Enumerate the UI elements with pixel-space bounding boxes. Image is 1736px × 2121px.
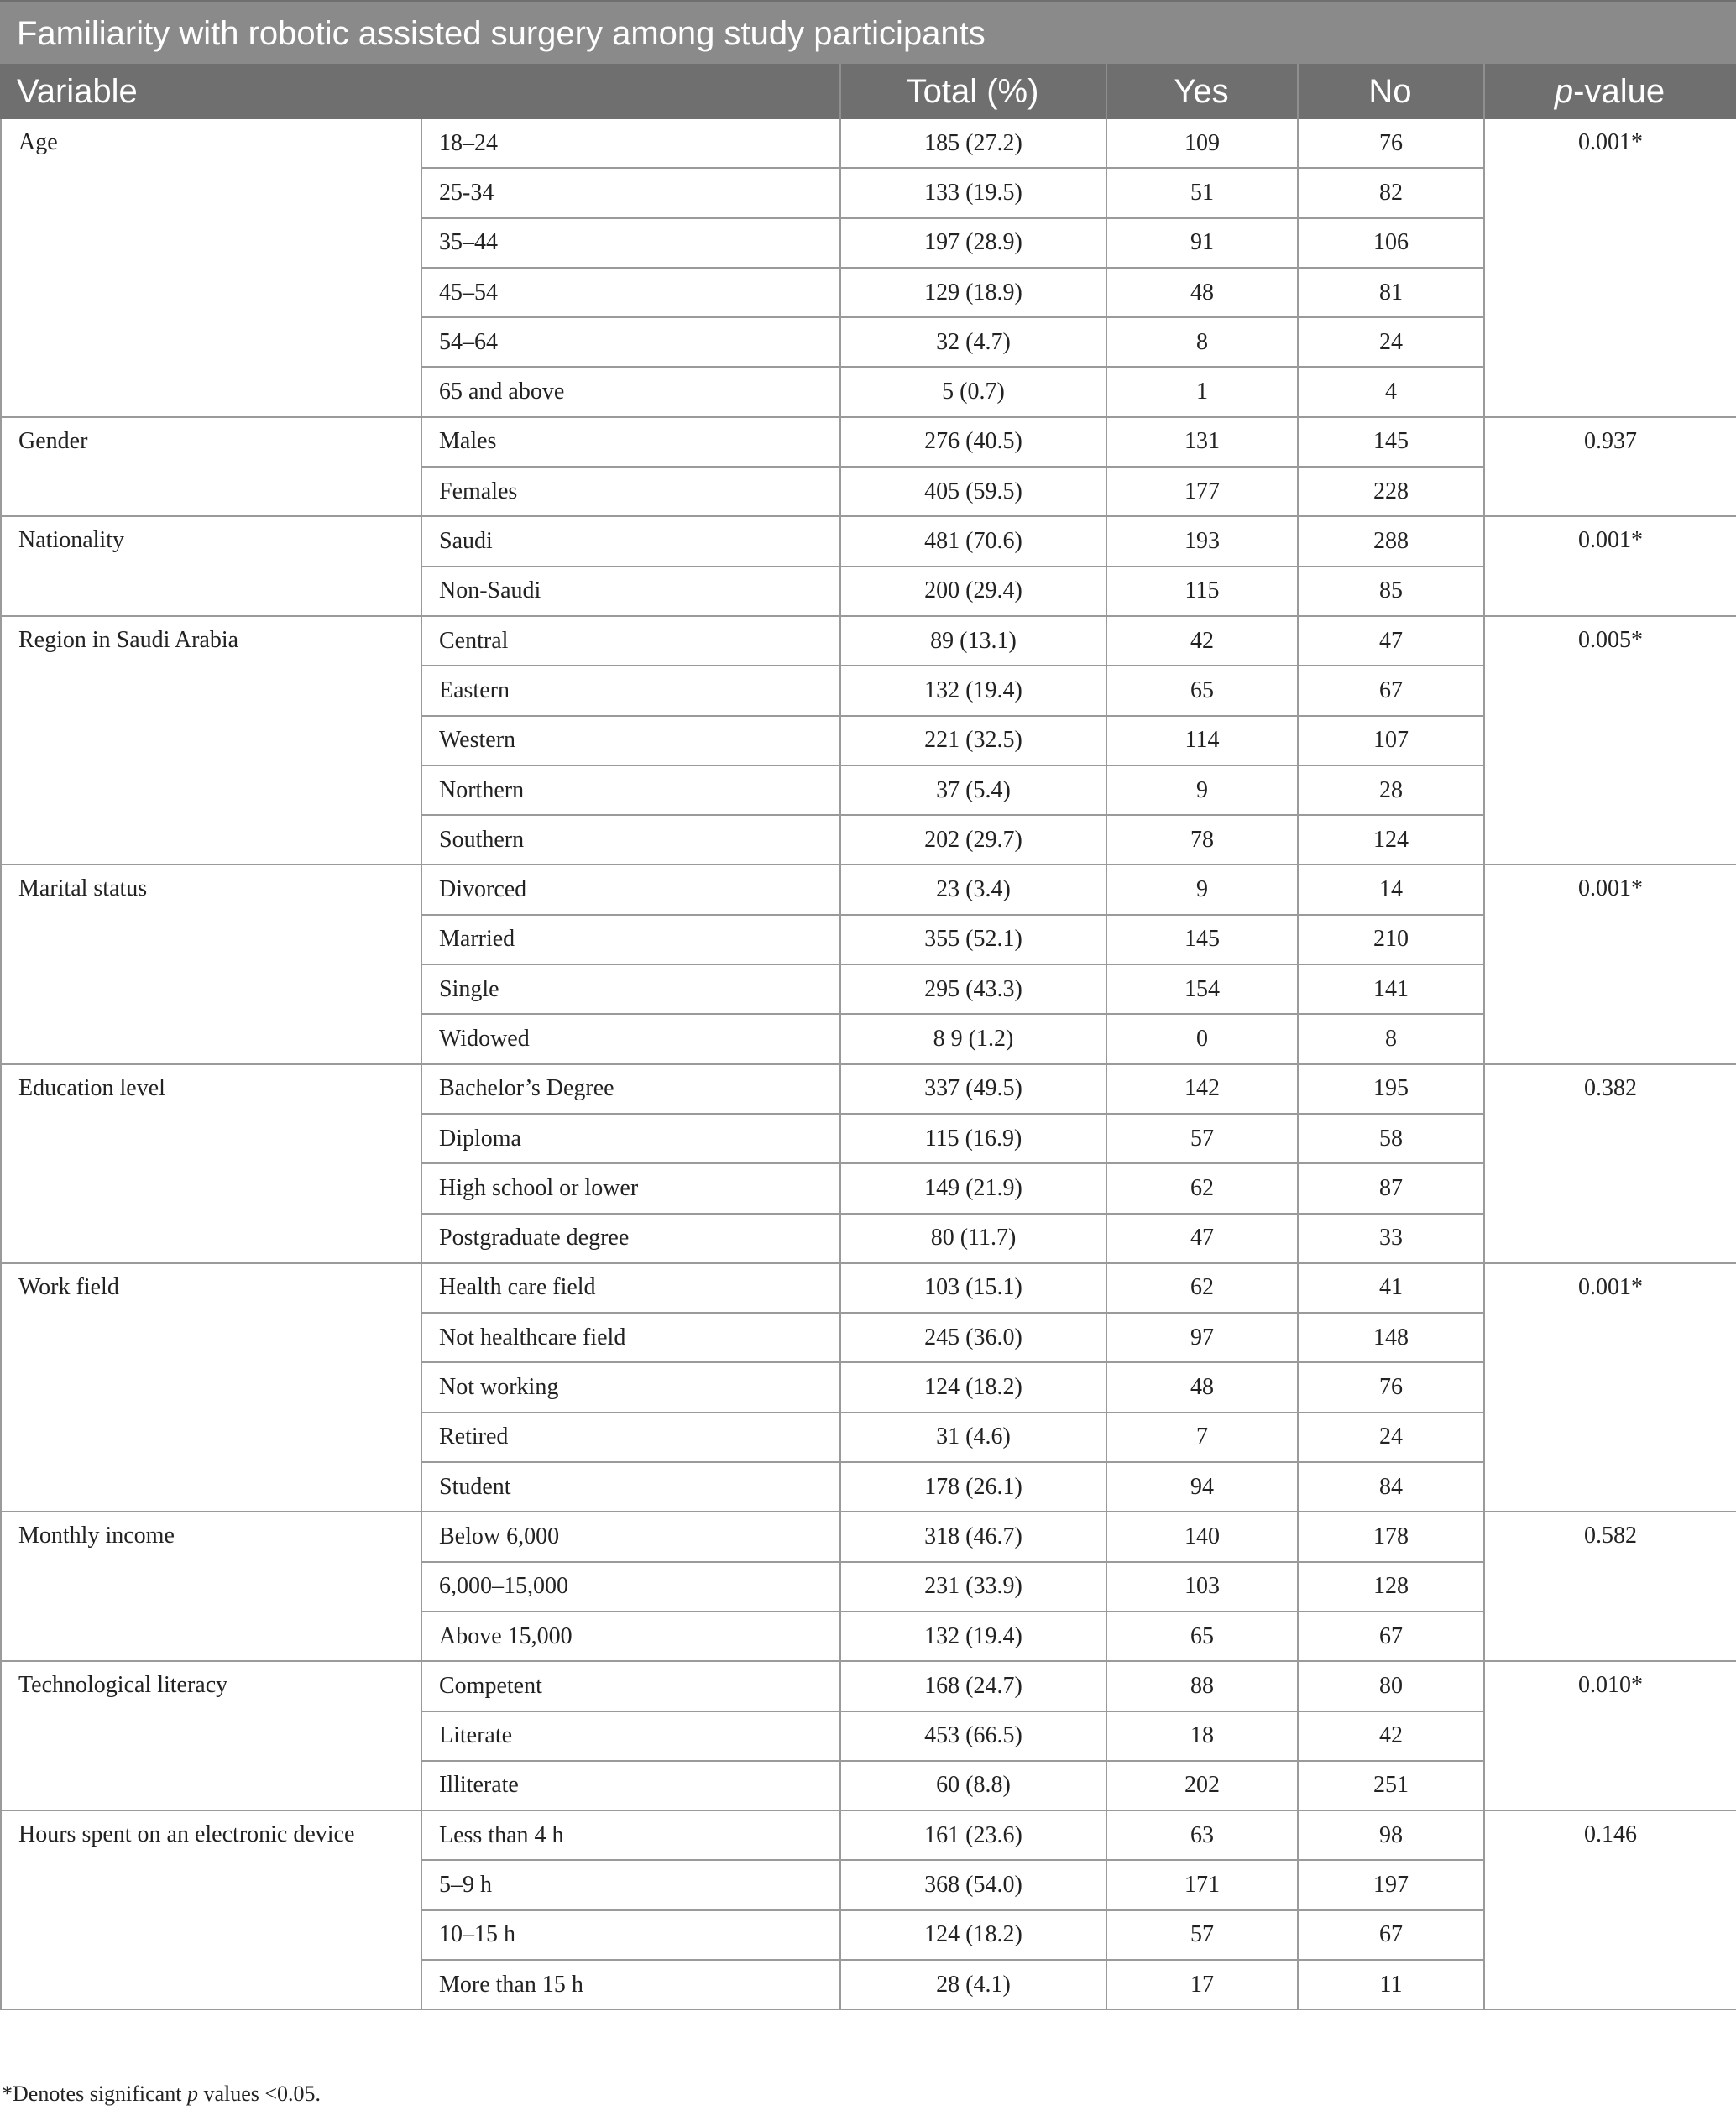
no-cell: 87 [1298,1163,1484,1213]
category-cell: High school or lower [421,1163,840,1213]
no-cell: 106 [1298,218,1484,268]
yes-cell: 9 [1106,865,1298,914]
no-cell: 145 [1298,417,1484,467]
no-cell: 33 [1298,1214,1484,1263]
category-cell: Central [421,616,840,666]
p-value-cell: 0.001* [1484,1263,1736,1512]
yes-cell: 114 [1106,716,1298,765]
yes-cell: 42 [1106,616,1298,666]
yes-cell: 171 [1106,1860,1298,1909]
p-value-cell: 0.001* [1484,516,1736,616]
yes-cell: 18 [1106,1711,1298,1761]
header-yes: Yes [1174,73,1229,110]
table-row [1,119,1736,168]
no-cell: 81 [1298,268,1484,317]
no-cell: 76 [1298,119,1484,168]
category-cell: 35–44 [421,218,840,268]
yes-cell: 7 [1106,1413,1298,1462]
footnote-prefix: *Denotes significant [2,2082,187,2106]
no-cell: 4 [1298,367,1484,416]
variable-cell: Monthly income [1,1512,421,1661]
header-p-italic: p [1554,73,1574,110]
data-table [0,119,1736,2010]
total-cell: 129 (18.9) [840,268,1106,317]
no-cell: 80 [1298,1661,1484,1711]
total-cell: 481 (70.6) [840,516,1106,566]
no-cell: 84 [1298,1462,1484,1512]
no-cell: 14 [1298,865,1484,914]
yes-cell: 115 [1106,567,1298,616]
yes-cell: 177 [1106,467,1298,516]
category-cell: Not working [421,1362,840,1412]
no-cell: 141 [1298,964,1484,1014]
total-cell: 89 (13.1) [840,616,1106,666]
yes-cell: 17 [1106,1960,1298,2009]
no-cell: 41 [1298,1263,1484,1313]
yes-cell: 145 [1106,915,1298,964]
yes-cell: 202 [1106,1761,1298,1810]
no-cell: 124 [1298,815,1484,865]
total-cell: 200 (29.4) [840,567,1106,616]
total-cell: 149 (21.9) [840,1163,1106,1213]
category-cell: Western [421,716,840,765]
category-cell: Bachelor’s Degree [421,1064,840,1114]
yes-cell: 62 [1106,1263,1298,1313]
no-cell: 8 [1298,1014,1484,1063]
total-cell: 31 (4.6) [840,1413,1106,1462]
category-cell: 25-34 [421,168,840,217]
no-cell: 251 [1298,1761,1484,1810]
p-value-cell: 0.582 [1484,1512,1736,1661]
yes-cell: 1 [1106,367,1298,416]
total-cell: 355 (52.1) [840,915,1106,964]
variable-cell: Gender [1,417,421,517]
no-cell: 85 [1298,567,1484,616]
category-cell: Retired [421,1413,840,1462]
category-cell: 18–24 [421,119,840,168]
yes-cell: 94 [1106,1462,1298,1512]
no-cell: 288 [1298,516,1484,566]
variable-cell: Education level [1,1064,421,1263]
category-cell: Northern [421,765,840,815]
total-cell: 115 (16.9) [840,1114,1106,1163]
yes-cell: 47 [1106,1214,1298,1263]
no-cell: 67 [1298,666,1484,715]
yes-cell: 109 [1106,119,1298,168]
total-cell: 197 (28.9) [840,218,1106,268]
total-cell: 221 (32.5) [840,716,1106,765]
total-cell: 8 9 (1.2) [840,1014,1106,1063]
category-cell: 5–9 h [421,1860,840,1909]
total-cell: 23 (3.4) [840,865,1106,914]
category-cell: 54–64 [421,317,840,367]
yes-cell: 154 [1106,964,1298,1014]
total-cell: 28 (4.1) [840,1960,1106,2009]
p-value-cell: 0.005* [1484,616,1736,865]
category-cell: Competent [421,1661,840,1711]
category-cell: 65 and above [421,367,840,416]
category-cell: Diploma [421,1114,840,1163]
header-p-value [1483,64,1736,119]
yes-cell: 62 [1106,1163,1298,1213]
category-cell: Single [421,964,840,1014]
total-cell: 132 (19.4) [840,1612,1106,1661]
yes-cell: 103 [1106,1562,1298,1612]
no-cell: 228 [1298,467,1484,516]
p-value-cell: 0.001* [1484,119,1736,417]
table-row [1,1263,1736,1313]
total-cell: 60 (8.8) [840,1761,1106,1810]
no-cell: 67 [1298,1910,1484,1960]
total-cell: 161 (23.6) [840,1810,1106,1860]
total-cell: 124 (18.2) [840,1910,1106,1960]
category-cell: Divorced [421,865,840,914]
total-cell: 245 (36.0) [840,1313,1106,1362]
no-cell: 148 [1298,1313,1484,1362]
no-cell: 128 [1298,1562,1484,1612]
category-cell: Non-Saudi [421,567,840,616]
no-cell: 178 [1298,1512,1484,1561]
p-value-cell: 0.382 [1484,1064,1736,1263]
total-cell: 178 (26.1) [840,1462,1106,1512]
table-row [1,417,1736,467]
total-cell: 453 (66.5) [840,1711,1106,1761]
category-cell: Males [421,417,840,467]
no-cell: 82 [1298,168,1484,217]
category-cell: Less than 4 h [421,1810,840,1860]
footnote-suffix: values <0.05. [197,2082,322,2106]
yes-cell: 193 [1106,516,1298,566]
yes-cell: 97 [1106,1313,1298,1362]
yes-cell: 9 [1106,765,1298,815]
variable-cell: Region in Saudi Arabia [1,616,421,865]
variable-cell: Technological literacy [1,1661,421,1810]
variable-cell: Nationality [1,516,421,616]
total-cell: 337 (49.5) [840,1064,1106,1114]
total-cell: 5 (0.7) [840,367,1106,416]
total-cell: 295 (43.3) [840,964,1106,1014]
yes-cell: 57 [1106,1910,1298,1960]
no-cell: 67 [1298,1612,1484,1661]
total-cell: 133 (19.5) [840,168,1106,217]
no-cell: 28 [1298,765,1484,815]
table-title: Familiarity with robotic assisted surgery among study participants [0,0,1736,64]
p-value-cell: 0.146 [1484,1810,1736,2009]
total-cell: 231 (33.9) [840,1562,1106,1612]
category-cell: Saudi [421,516,840,566]
total-cell: 132 (19.4) [840,666,1106,715]
total-cell: 168 (24.7) [840,1661,1106,1711]
no-cell: 24 [1298,317,1484,367]
category-cell: Not healthcare field [421,1313,840,1362]
header-p-rest: -value [1573,73,1665,110]
no-cell: 98 [1298,1810,1484,1860]
no-cell: 24 [1298,1413,1484,1462]
category-cell: Below 6,000 [421,1512,840,1561]
category-cell: Widowed [421,1014,840,1063]
header-variable: Variable [17,73,138,110]
yes-cell: 131 [1106,417,1298,467]
header-total: Total (%) [906,73,1039,110]
total-cell: 103 (15.1) [840,1263,1106,1313]
table-row [1,1064,1736,1114]
yes-cell: 48 [1106,1362,1298,1412]
table-row [1,1661,1736,1711]
no-cell: 195 [1298,1064,1484,1114]
total-cell: 124 (18.2) [840,1362,1106,1412]
total-cell: 276 (40.5) [840,417,1106,467]
category-cell: Females [421,467,840,516]
no-cell: 11 [1298,1960,1484,2009]
no-cell: 47 [1298,616,1484,666]
category-cell: Southern [421,815,840,865]
total-cell: 37 (5.4) [840,765,1106,815]
yes-cell: 88 [1106,1661,1298,1711]
yes-cell: 0 [1106,1014,1298,1063]
yes-cell: 48 [1106,268,1298,317]
yes-cell: 57 [1106,1114,1298,1163]
footnote-italic: p [186,2082,198,2106]
yes-cell: 8 [1106,317,1298,367]
p-value-cell: 0.937 [1484,417,1736,517]
no-cell: 210 [1298,915,1484,964]
yes-cell: 142 [1106,1064,1298,1114]
category-cell: More than 15 h [421,1960,840,2009]
total-cell: 202 (29.7) [840,815,1106,865]
table-header-row [0,64,1736,119]
yes-cell: 51 [1106,168,1298,217]
table-row [1,1512,1736,1561]
category-cell: Postgraduate degree [421,1214,840,1263]
variable-cell: Hours spent on an electronic device [1,1810,421,2009]
category-cell: 45–54 [421,268,840,317]
p-value-cell: 0.001* [1484,865,1736,1063]
category-cell: Eastern [421,666,840,715]
no-cell: 76 [1298,1362,1484,1412]
no-cell: 107 [1298,716,1484,765]
category-cell: Student [421,1462,840,1512]
header-no: No [1368,73,1412,110]
variable-cell: Age [1,119,421,417]
total-cell: 80 (11.7) [840,1214,1106,1263]
category-cell: Illiterate [421,1761,840,1810]
table-row [1,516,1736,566]
yes-cell: 65 [1106,1612,1298,1661]
yes-cell: 65 [1106,666,1298,715]
no-cell: 42 [1298,1711,1484,1761]
total-cell: 32 (4.7) [840,317,1106,367]
variable-cell: Marital status [1,865,421,1063]
variable-cell: Work field [1,1263,421,1512]
total-cell: 405 (59.5) [840,467,1106,516]
yes-cell: 91 [1106,218,1298,268]
total-cell: 185 (27.2) [840,119,1106,168]
table-row [1,865,1736,914]
category-cell: Literate [421,1711,840,1761]
category-cell: 10–15 h [421,1910,840,1960]
category-cell: Married [421,915,840,964]
footnote [2,2082,321,2107]
no-cell: 197 [1298,1860,1484,1909]
total-cell: 368 (54.0) [840,1860,1106,1909]
category-cell: 6,000–15,000 [421,1562,840,1612]
p-value-cell: 0.010* [1484,1661,1736,1810]
yes-cell: 63 [1106,1810,1298,1860]
total-cell: 318 (46.7) [840,1512,1106,1561]
table-row [1,1810,1736,1860]
no-cell: 58 [1298,1114,1484,1163]
category-cell: Health care field [421,1263,840,1313]
yes-cell: 78 [1106,815,1298,865]
table-row [1,616,1736,666]
yes-cell: 140 [1106,1512,1298,1561]
category-cell: Above 15,000 [421,1612,840,1661]
